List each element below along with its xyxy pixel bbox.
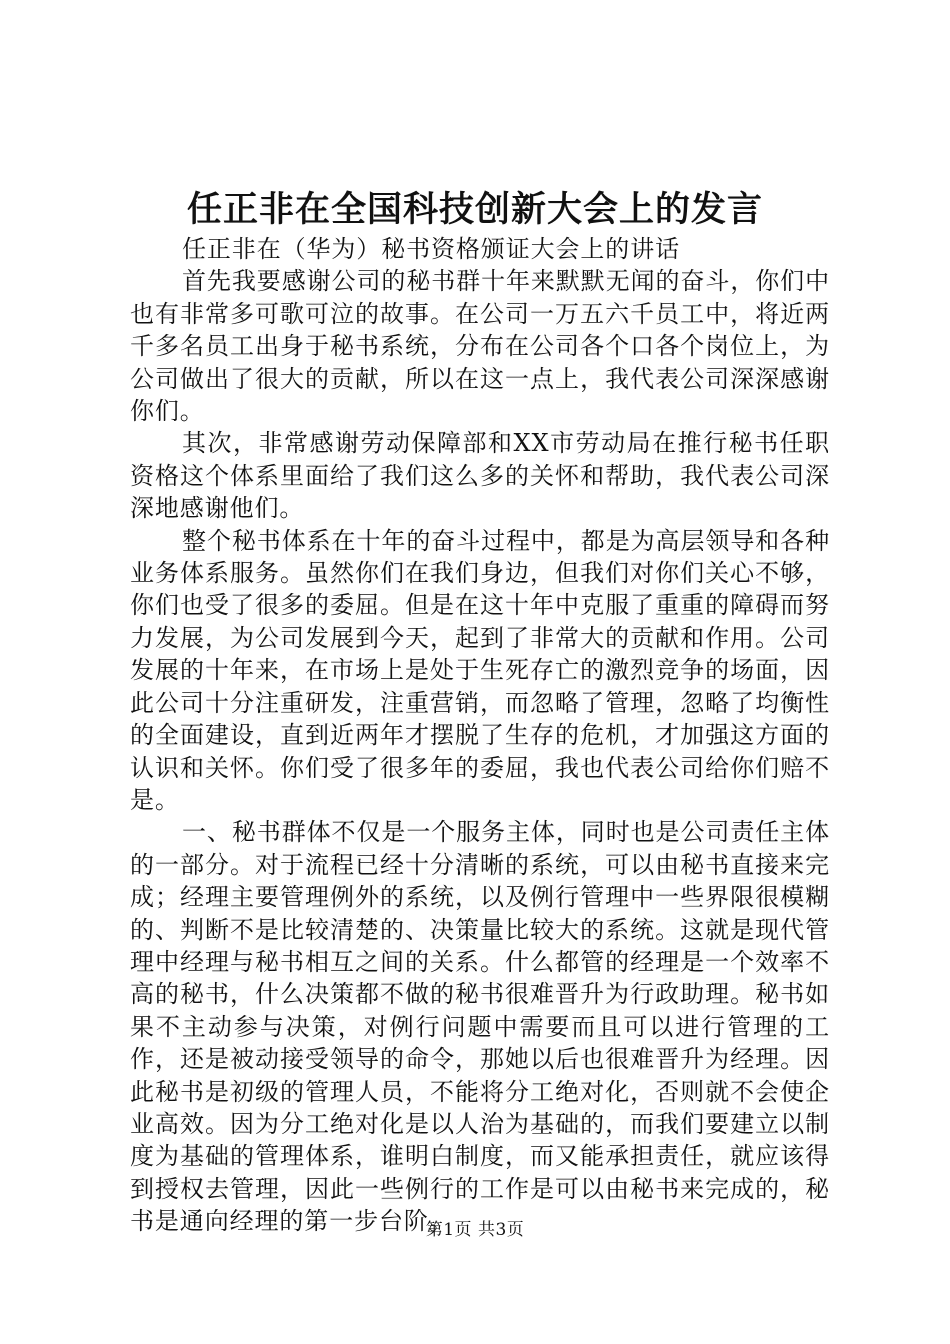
page-number-footer: 第1页 共3页 xyxy=(425,1220,525,1240)
paragraph-subtitle: 任正非在（华为）秘书资格颁证大会上的讲话 xyxy=(182,235,680,263)
paragraph-section-one: 一、秘书群体不仅是一个服务主体，同时也是公司责任主体的一部分。对于流程已经十分清晰的系统，可以由秘书直接来完成；经理主要管理例外的系统，以及例行管理中一些界限很模糊的、判断不是比较清楚的、决策量比较大的系统。这就是现代管理中经理与秘书相互之间的关系。什么都管的经理是一个效率不高的秘书，什么决策都不做的秘书很难晋升为行政助理。秘书如果不主动参与决策，对例行问题中需要而且可以进行管理的工作，还是被动接受领导的命令，那她以后也很难晋升为经理。因此秘书是初级的管理人员，不能将分工绝对化，否则就不会使企业高效。因为分工绝对化是以人治为基础的，而我们要建立以制度为基础的管理体系，谁明白制度，而又能承担责任，就应该得到授权去管理，因此一些例行的工作是可以由秘书来完成的，秘书是通向经理的第一步台阶。 xyxy=(130,818,830,1236)
document-body xyxy=(130,233,830,1238)
paragraph-secretary-system: 整个秘书体系在十年的奋斗过程中，都是为高层领导和各种业务体系服务。虽然你们在我们身边，但我们对你们关心不够，你们也受了很多的委屈。但是在这十年中克服了重重的障碍而努力发展，为公司发展到今天，起到了非常大的贡献和作用。公司发展的十年来，在市场上是处于生死存亡的激烈竞争的场面，因此公司十分注重研发，注重营销，而忽略了管理，忽略了均衡性的全面建设，直到近两年才摆脱了生存的危机，才加强这方面的认识和关怀。你们受了很多年的委屈，我也代表公司给你们赔不是。 xyxy=(130,526,830,814)
paragraph-thanks-labor-bureau: 其次，非常感谢劳动保障部和XX市劳动局在推行秘书任职资格这个体系里面给了我们这么多的关怀和帮助，我代表公司深深地感谢他们。 xyxy=(130,429,830,523)
paragraph-thanks-secretaries: 首先我要感谢公司的秘书群十年来默默无闻的奋斗，你们中也有非常多可歌可泣的故事。在公司一万五六千员工中，将近两千多名员工出身于秘书系统，分布在公司各个口各个岗位上，为公司做出了很大的贡献，所以在这一点上，我代表公司深深感谢你们。 xyxy=(130,267,830,426)
document-title: 任正非在全国科技创新大会上的发言 xyxy=(186,190,763,230)
